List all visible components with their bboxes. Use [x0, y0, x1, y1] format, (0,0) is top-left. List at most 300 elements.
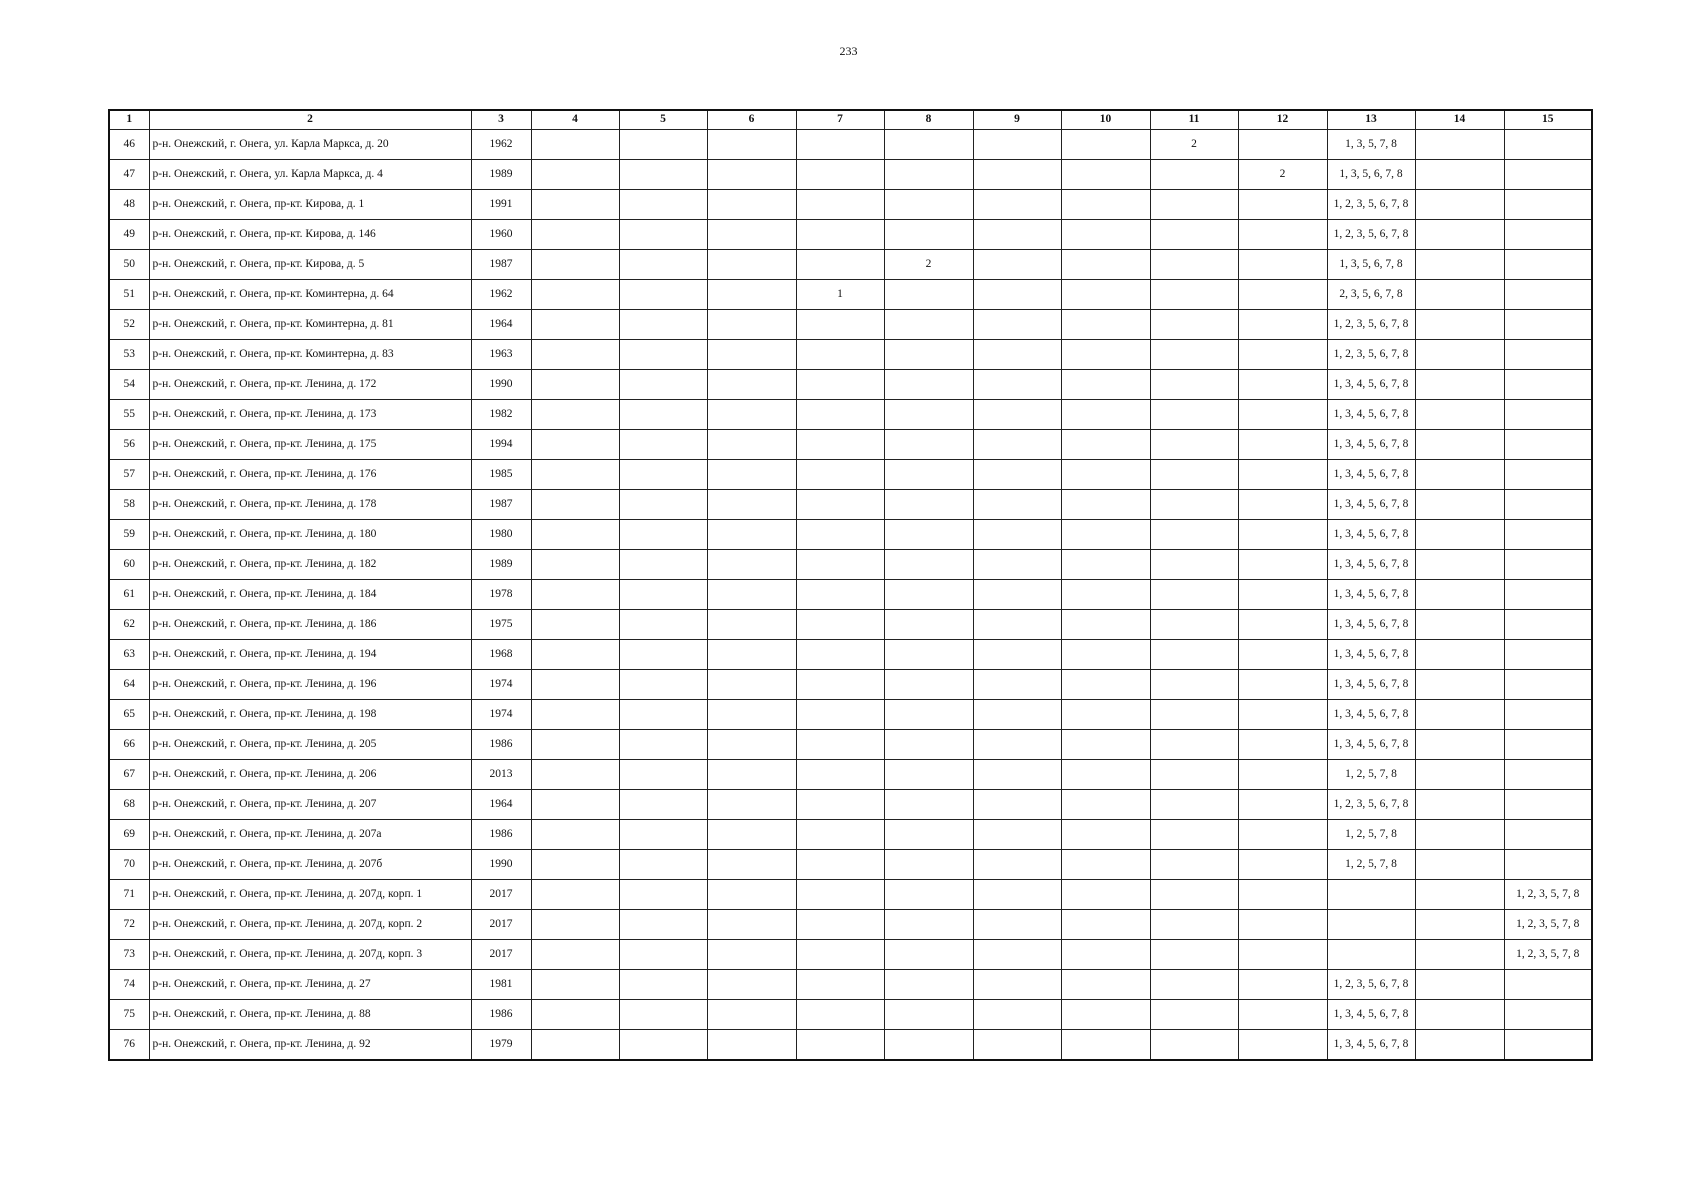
table-cell-col-8 — [884, 700, 973, 730]
table-cell-col-10 — [1061, 250, 1150, 280]
table-cell-col-8 — [884, 340, 973, 370]
table-cell-col-11 — [1150, 1000, 1238, 1030]
table-cell-col-4 — [531, 280, 619, 310]
table-cell-col-5 — [619, 970, 707, 1000]
table-cell-col-9 — [973, 760, 1061, 790]
row-number-cell: 60 — [109, 550, 149, 580]
column-header-8: 8 — [884, 110, 973, 130]
table-cell-col-12 — [1238, 130, 1327, 160]
table-cell-col-10 — [1061, 670, 1150, 700]
table-cell-col-8: 2 — [884, 250, 973, 280]
table-cell-col-6 — [707, 370, 796, 400]
table-cell-col-13: 1, 3, 4, 5, 6, 7, 8 — [1327, 520, 1415, 550]
table-cell-col-12 — [1238, 580, 1327, 610]
table-row — [109, 1030, 1592, 1061]
row-number-cell: 73 — [109, 940, 149, 970]
table-cell-col-15 — [1504, 160, 1592, 190]
table-header — [109, 110, 1592, 130]
table-cell-col-10 — [1061, 700, 1150, 730]
table-row — [109, 490, 1592, 520]
table-cell-col-15 — [1504, 250, 1592, 280]
table-cell-col-6 — [707, 400, 796, 430]
column-header-7: 7 — [796, 110, 884, 130]
table-cell-col-11 — [1150, 430, 1238, 460]
table-cell-col-9 — [973, 700, 1061, 730]
table-cell-col-13: 1, 3, 5, 7, 8 — [1327, 130, 1415, 160]
table-cell-col-12 — [1238, 250, 1327, 280]
row-number-cell: 52 — [109, 310, 149, 340]
table-cell-col-6 — [707, 460, 796, 490]
table-cell-col-8 — [884, 640, 973, 670]
table-cell-col-15 — [1504, 970, 1592, 1000]
table-cell-col-11 — [1150, 640, 1238, 670]
table-cell-col-15 — [1504, 490, 1592, 520]
table-body — [109, 130, 1592, 1061]
row-number-cell: 71 — [109, 880, 149, 910]
table-cell-col-11 — [1150, 250, 1238, 280]
table-cell-col-11 — [1150, 370, 1238, 400]
table-cell-col-14 — [1415, 880, 1504, 910]
year-cell: 1989 — [471, 550, 531, 580]
address-cell: р-н. Онежский, г. Онега, пр-кт. Кирова, д. 146 — [149, 220, 471, 250]
table-cell-col-4 — [531, 1030, 619, 1061]
row-number-cell: 65 — [109, 700, 149, 730]
table-row — [109, 340, 1592, 370]
table-cell-col-6 — [707, 910, 796, 940]
table-cell-col-7 — [796, 970, 884, 1000]
table-cell-col-8 — [884, 790, 973, 820]
table-cell-col-7 — [796, 1000, 884, 1030]
address-cell: р-н. Онежский, г. Онега, пр-кт. Ленина, д. 184 — [149, 580, 471, 610]
table-cell-col-12 — [1238, 730, 1327, 760]
table-cell-col-5 — [619, 910, 707, 940]
row-number-cell: 75 — [109, 1000, 149, 1030]
year-cell: 1975 — [471, 610, 531, 640]
table-cell-col-4 — [531, 190, 619, 220]
table-cell-col-11 — [1150, 160, 1238, 190]
table-cell-col-4 — [531, 130, 619, 160]
table-row — [109, 220, 1592, 250]
table-cell-col-10 — [1061, 280, 1150, 310]
table-cell-col-14 — [1415, 640, 1504, 670]
row-number-cell: 68 — [109, 790, 149, 820]
table-cell-col-9 — [973, 340, 1061, 370]
table-cell-col-4 — [531, 1000, 619, 1030]
table-cell-col-15 — [1504, 550, 1592, 580]
address-cell: р-н. Онежский, г. Онега, пр-кт. Кирова, д. 5 — [149, 250, 471, 280]
table-cell-col-15: 1, 2, 3, 5, 7, 8 — [1504, 880, 1592, 910]
row-number-cell: 47 — [109, 160, 149, 190]
table-cell-col-6 — [707, 280, 796, 310]
year-cell: 1979 — [471, 1030, 531, 1061]
table-cell-col-10 — [1061, 130, 1150, 160]
table-cell-col-6 — [707, 580, 796, 610]
table-cell-col-7 — [796, 190, 884, 220]
table-cell-col-8 — [884, 970, 973, 1000]
housing-registry-table — [108, 109, 1593, 1061]
address-cell: р-н. Онежский, г. Онега, пр-кт. Ленина, д. 92 — [149, 1030, 471, 1061]
table-cell-col-9 — [973, 1030, 1061, 1061]
table-cell-col-15 — [1504, 700, 1592, 730]
column-header-1: 1 — [109, 110, 149, 130]
table-cell-col-14 — [1415, 430, 1504, 460]
table-cell-col-8 — [884, 310, 973, 340]
table-cell-col-14 — [1415, 310, 1504, 340]
year-cell: 1974 — [471, 670, 531, 700]
column-header-4: 4 — [531, 110, 619, 130]
table-row — [109, 280, 1592, 310]
address-cell: р-н. Онежский, г. Онега, пр-кт. Ленина, д. 88 — [149, 1000, 471, 1030]
table-cell-col-10 — [1061, 940, 1150, 970]
row-number-cell: 63 — [109, 640, 149, 670]
row-number-cell: 69 — [109, 820, 149, 850]
table-cell-col-7 — [796, 160, 884, 190]
table-cell-col-4 — [531, 310, 619, 340]
table-cell-col-4 — [531, 880, 619, 910]
table-cell-col-10 — [1061, 790, 1150, 820]
table-cell-col-15 — [1504, 370, 1592, 400]
table-cell-col-7 — [796, 790, 884, 820]
table-cell-col-12 — [1238, 850, 1327, 880]
table-cell-col-9 — [973, 250, 1061, 280]
table-cell-col-5 — [619, 940, 707, 970]
table-cell-col-10 — [1061, 220, 1150, 250]
table-cell-col-15 — [1504, 310, 1592, 340]
table-cell-col-6 — [707, 550, 796, 580]
address-cell: р-н. Онежский, г. Онега, пр-кт. Ленина, д. 180 — [149, 520, 471, 550]
table-cell-col-4 — [531, 970, 619, 1000]
table-cell-col-9 — [973, 370, 1061, 400]
table-cell-col-7 — [796, 370, 884, 400]
table-cell-col-10 — [1061, 310, 1150, 340]
table-cell-col-8 — [884, 460, 973, 490]
table-cell-col-10 — [1061, 970, 1150, 1000]
table-cell-col-8 — [884, 190, 973, 220]
table-cell-col-12 — [1238, 490, 1327, 520]
table-row — [109, 430, 1592, 460]
table-cell-col-15: 1, 2, 3, 5, 7, 8 — [1504, 910, 1592, 940]
table-cell-col-15 — [1504, 220, 1592, 250]
table-cell-col-11 — [1150, 970, 1238, 1000]
table-cell-col-9 — [973, 880, 1061, 910]
row-number-cell: 64 — [109, 670, 149, 700]
table-cell-col-14 — [1415, 550, 1504, 580]
table-cell-col-5 — [619, 550, 707, 580]
table-cell-col-13: 1, 3, 4, 5, 6, 7, 8 — [1327, 670, 1415, 700]
year-cell: 1990 — [471, 850, 531, 880]
row-number-cell: 70 — [109, 850, 149, 880]
table-cell-col-9 — [973, 1000, 1061, 1030]
row-number-cell: 50 — [109, 250, 149, 280]
table-cell-col-15: 1, 2, 3, 5, 7, 8 — [1504, 940, 1592, 970]
table-cell-col-9 — [973, 460, 1061, 490]
table-cell-col-6 — [707, 130, 796, 160]
table-cell-col-9 — [973, 940, 1061, 970]
address-cell: р-н. Онежский, г. Онега, пр-кт. Ленина, д. 176 — [149, 460, 471, 490]
table-cell-col-10 — [1061, 460, 1150, 490]
table-cell-col-5 — [619, 790, 707, 820]
table-cell-col-12 — [1238, 310, 1327, 340]
table-cell-col-5 — [619, 250, 707, 280]
table-cell-col-15 — [1504, 340, 1592, 370]
table-cell-col-4 — [531, 850, 619, 880]
column-header-9: 9 — [973, 110, 1061, 130]
table-cell-col-13: 1, 3, 4, 5, 6, 7, 8 — [1327, 700, 1415, 730]
table-row — [109, 130, 1592, 160]
table-cell-col-13: 1, 2, 5, 7, 8 — [1327, 820, 1415, 850]
table-cell-col-14 — [1415, 820, 1504, 850]
table-cell-col-10 — [1061, 430, 1150, 460]
table-cell-col-11 — [1150, 700, 1238, 730]
table-row — [109, 850, 1592, 880]
table-cell-col-6 — [707, 730, 796, 760]
table-cell-col-5 — [619, 340, 707, 370]
year-cell: 1978 — [471, 580, 531, 610]
table-cell-col-6 — [707, 520, 796, 550]
column-header-14: 14 — [1415, 110, 1504, 130]
table-cell-col-13: 1, 3, 4, 5, 6, 7, 8 — [1327, 370, 1415, 400]
page-number: 233 — [839, 44, 858, 58]
table-cell-col-13: 1, 3, 4, 5, 6, 7, 8 — [1327, 430, 1415, 460]
table-row — [109, 940, 1592, 970]
table-cell-col-14 — [1415, 1030, 1504, 1061]
table-cell-col-12 — [1238, 820, 1327, 850]
table-cell-col-5 — [619, 460, 707, 490]
table-row — [109, 310, 1592, 340]
table-cell-col-14 — [1415, 730, 1504, 760]
table-cell-col-10 — [1061, 730, 1150, 760]
table-cell-col-15 — [1504, 640, 1592, 670]
table-cell-col-11 — [1150, 730, 1238, 760]
table-cell-col-4 — [531, 670, 619, 700]
year-cell: 1962 — [471, 130, 531, 160]
table-cell-col-8 — [884, 670, 973, 700]
table-row — [109, 1000, 1592, 1030]
table-row — [109, 460, 1592, 490]
year-cell: 1987 — [471, 250, 531, 280]
table-row — [109, 820, 1592, 850]
table-cell-col-13: 1, 3, 5, 6, 7, 8 — [1327, 160, 1415, 190]
table-cell-col-12 — [1238, 460, 1327, 490]
table-cell-col-9 — [973, 910, 1061, 940]
address-cell: р-н. Онежский, г. Онега, пр-кт. Ленина, д. 182 — [149, 550, 471, 580]
table-cell-col-14 — [1415, 130, 1504, 160]
table-cell-col-10 — [1061, 850, 1150, 880]
row-number-cell: 58 — [109, 490, 149, 520]
table-cell-col-7 — [796, 520, 884, 550]
table-cell-col-14 — [1415, 490, 1504, 520]
table-cell-col-13: 1, 3, 4, 5, 6, 7, 8 — [1327, 490, 1415, 520]
row-number-cell: 59 — [109, 520, 149, 550]
year-cell: 2013 — [471, 760, 531, 790]
table-cell-col-10 — [1061, 160, 1150, 190]
address-cell: р-н. Онежский, г. Онега, пр-кт. Ленина, д. 206 — [149, 760, 471, 790]
table-cell-col-10 — [1061, 1030, 1150, 1061]
table-cell-col-10 — [1061, 580, 1150, 610]
table-cell-col-5 — [619, 580, 707, 610]
table-cell-col-13: 1, 2, 5, 7, 8 — [1327, 760, 1415, 790]
table-cell-col-13: 1, 3, 4, 5, 6, 7, 8 — [1327, 730, 1415, 760]
table-cell-col-11 — [1150, 220, 1238, 250]
table-cell-col-13: 1, 2, 3, 5, 6, 7, 8 — [1327, 220, 1415, 250]
table-cell-col-6 — [707, 940, 796, 970]
address-cell: р-н. Онежский, г. Онега, пр-кт. Ленина, д. 207а — [149, 820, 471, 850]
table-cell-col-13: 1, 3, 4, 5, 6, 7, 8 — [1327, 1000, 1415, 1030]
table-cell-col-4 — [531, 550, 619, 580]
table-cell-col-5 — [619, 490, 707, 520]
row-number-cell: 62 — [109, 610, 149, 640]
table-cell-col-9 — [973, 670, 1061, 700]
column-header-12: 12 — [1238, 110, 1327, 130]
year-cell: 1974 — [471, 700, 531, 730]
table-cell-col-4 — [531, 250, 619, 280]
table-cell-col-11 — [1150, 340, 1238, 370]
address-cell: р-н. Онежский, г. Онега, пр-кт. Коминтерна, д. 83 — [149, 340, 471, 370]
table-cell-col-15 — [1504, 580, 1592, 610]
table-cell-col-8 — [884, 400, 973, 430]
table-cell-col-12 — [1238, 790, 1327, 820]
table-cell-col-5 — [619, 310, 707, 340]
table-cell-col-14 — [1415, 520, 1504, 550]
column-header-15: 15 — [1504, 110, 1592, 130]
table-cell-col-8 — [884, 1030, 973, 1061]
table-cell-col-4 — [531, 790, 619, 820]
table-cell-col-9 — [973, 490, 1061, 520]
row-number-cell: 51 — [109, 280, 149, 310]
address-cell: р-н. Онежский, г. Онега, ул. Карла Маркса, д. 4 — [149, 160, 471, 190]
address-cell: р-н. Онежский, г. Онега, пр-кт. Ленина, д. 198 — [149, 700, 471, 730]
year-cell: 2017 — [471, 910, 531, 940]
table-cell-col-12: 2 — [1238, 160, 1327, 190]
table-cell-col-6 — [707, 340, 796, 370]
table-cell-col-5 — [619, 1000, 707, 1030]
table-cell-col-12 — [1238, 640, 1327, 670]
table-cell-col-15 — [1504, 670, 1592, 700]
table-cell-col-9 — [973, 970, 1061, 1000]
table-cell-col-14 — [1415, 250, 1504, 280]
table-cell-col-12 — [1238, 370, 1327, 400]
table-cell-col-7 — [796, 1030, 884, 1061]
table-cell-col-5 — [619, 730, 707, 760]
table-cell-col-10 — [1061, 910, 1150, 940]
table-cell-col-11 — [1150, 880, 1238, 910]
table-row — [109, 550, 1592, 580]
table-cell-col-6 — [707, 430, 796, 460]
table-cell-col-13: 1, 2, 3, 5, 6, 7, 8 — [1327, 790, 1415, 820]
table-cell-col-11 — [1150, 400, 1238, 430]
table-cell-col-13: 1, 3, 4, 5, 6, 7, 8 — [1327, 1030, 1415, 1061]
table-cell-col-14 — [1415, 610, 1504, 640]
table-cell-col-7 — [796, 550, 884, 580]
column-header-3: 3 — [471, 110, 531, 130]
table-cell-col-15 — [1504, 730, 1592, 760]
table-cell-col-7 — [796, 610, 884, 640]
table-cell-col-11 — [1150, 580, 1238, 610]
table-cell-col-6 — [707, 640, 796, 670]
table-cell-col-9 — [973, 790, 1061, 820]
table-cell-col-10 — [1061, 880, 1150, 910]
row-number-cell: 46 — [109, 130, 149, 160]
table-cell-col-7 — [796, 340, 884, 370]
table-cell-col-11: 2 — [1150, 130, 1238, 160]
table-cell-col-7 — [796, 730, 884, 760]
table-cell-col-11 — [1150, 550, 1238, 580]
table-cell-col-9 — [973, 220, 1061, 250]
address-cell: р-н. Онежский, г. Онега, пр-кт. Ленина, д. 27 — [149, 970, 471, 1000]
table-cell-col-7 — [796, 310, 884, 340]
address-cell: р-н. Онежский, г. Онега, пр-кт. Ленина, д. 207д, корп. 3 — [149, 940, 471, 970]
year-cell: 1987 — [471, 490, 531, 520]
table-cell-col-10 — [1061, 820, 1150, 850]
table-cell-col-10 — [1061, 1000, 1150, 1030]
table-row — [109, 670, 1592, 700]
table-cell-col-5 — [619, 520, 707, 550]
table-cell-col-4 — [531, 340, 619, 370]
table-cell-col-15 — [1504, 790, 1592, 820]
table-cell-col-12 — [1238, 1000, 1327, 1030]
table-cell-col-12 — [1238, 280, 1327, 310]
address-cell: р-н. Онежский, г. Онега, пр-кт. Ленина, д. 207 — [149, 790, 471, 820]
table-cell-col-14 — [1415, 850, 1504, 880]
table-cell-col-12 — [1238, 340, 1327, 370]
table-cell-col-5 — [619, 280, 707, 310]
table-cell-col-6 — [707, 850, 796, 880]
table-cell-col-10 — [1061, 190, 1150, 220]
table-cell-col-13: 1, 2, 5, 7, 8 — [1327, 850, 1415, 880]
table-cell-col-7 — [796, 430, 884, 460]
table-cell-col-11 — [1150, 460, 1238, 490]
address-cell: р-н. Онежский, г. Онега, ул. Карла Маркса, д. 20 — [149, 130, 471, 160]
table-cell-col-6 — [707, 160, 796, 190]
row-number-cell: 56 — [109, 430, 149, 460]
table-cell-col-8 — [884, 1000, 973, 1030]
table-cell-col-8 — [884, 220, 973, 250]
table-cell-col-7 — [796, 580, 884, 610]
table-cell-col-12 — [1238, 550, 1327, 580]
table-cell-col-8 — [884, 760, 973, 790]
table-cell-col-7 — [796, 250, 884, 280]
table-cell-col-9 — [973, 130, 1061, 160]
table-cell-col-8 — [884, 280, 973, 310]
column-header-10: 10 — [1061, 110, 1150, 130]
table-cell-col-13: 1, 3, 4, 5, 6, 7, 8 — [1327, 640, 1415, 670]
table-cell-col-13: 1, 2, 3, 5, 6, 7, 8 — [1327, 340, 1415, 370]
table-cell-col-15 — [1504, 430, 1592, 460]
table-cell-col-14 — [1415, 970, 1504, 1000]
table-cell-col-6 — [707, 820, 796, 850]
address-cell: р-н. Онежский, г. Онега, пр-кт. Ленина, д. 207д, корп. 1 — [149, 880, 471, 910]
address-cell: р-н. Онежский, г. Онега, пр-кт. Ленина, д. 194 — [149, 640, 471, 670]
table-cell-col-8 — [884, 550, 973, 580]
table-cell-col-5 — [619, 430, 707, 460]
year-cell: 1986 — [471, 820, 531, 850]
table-cell-col-11 — [1150, 790, 1238, 820]
address-cell: р-н. Онежский, г. Онега, пр-кт. Ленина, д. 196 — [149, 670, 471, 700]
table-cell-col-6 — [707, 700, 796, 730]
column-header-5: 5 — [619, 110, 707, 130]
table-cell-col-14 — [1415, 700, 1504, 730]
address-cell: р-н. Онежский, г. Онега, пр-кт. Ленина, д. 178 — [149, 490, 471, 520]
table-cell-col-12 — [1238, 430, 1327, 460]
year-cell: 1968 — [471, 640, 531, 670]
table-cell-col-13 — [1327, 940, 1415, 970]
year-cell: 1963 — [471, 340, 531, 370]
table-cell-col-7 — [796, 850, 884, 880]
table-row — [109, 190, 1592, 220]
table-cell-col-14 — [1415, 940, 1504, 970]
table-cell-col-14 — [1415, 160, 1504, 190]
table-cell-col-5 — [619, 640, 707, 670]
